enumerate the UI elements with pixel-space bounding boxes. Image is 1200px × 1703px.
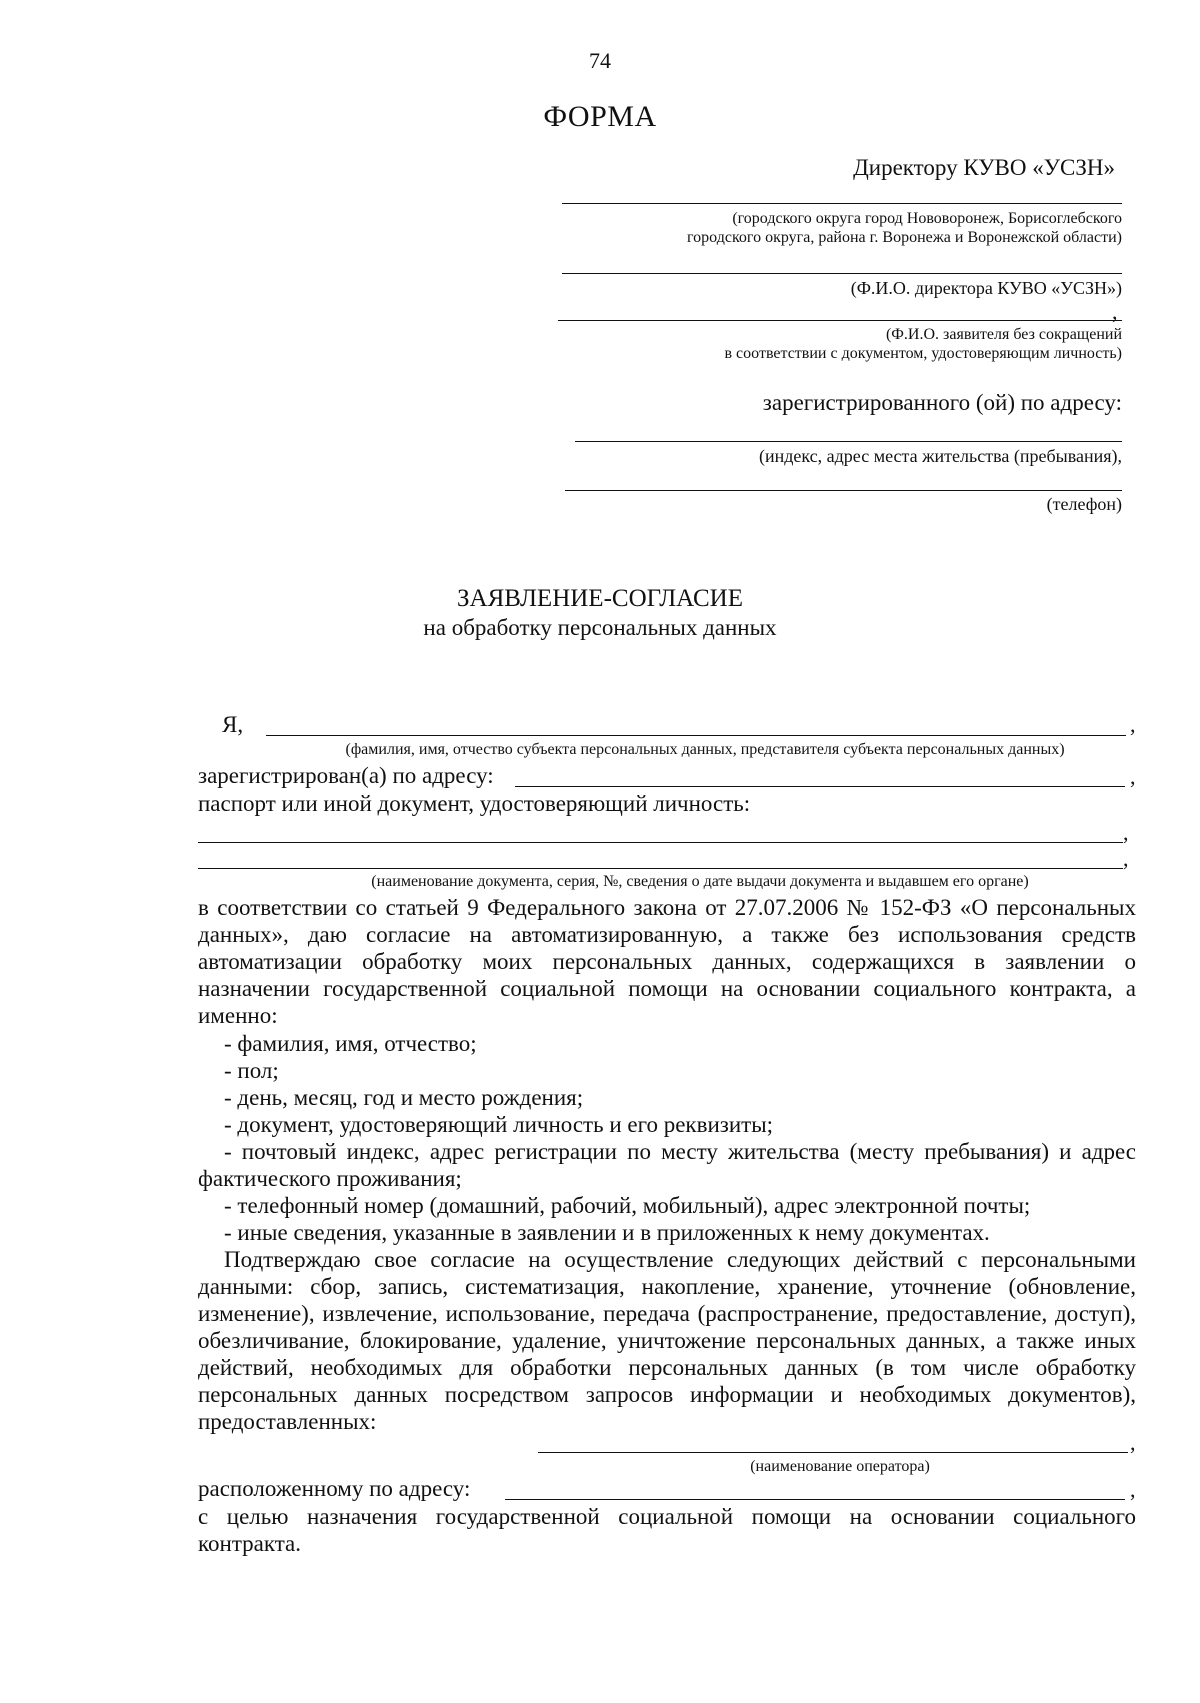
director-name-line[interactable] [562,273,1122,274]
list-item: - телефонный номер (домашний, рабочий, мобильный), адрес электронной почты; [224,1193,1031,1218]
list-item: - пол; [224,1058,279,1083]
list-item: - почтовый индекс, адрес регистрации по месту жительства (месту пребывания) и адрес фактического проживания; [198,1139,1136,1191]
list-item: - фамилия, имя, отчество; [224,1031,477,1056]
operator-address-line[interactable] [505,1499,1125,1500]
passport-line-2[interactable] [198,868,1123,869]
applicant-comma: , [1112,299,1118,324]
list-item: - день, месяц, год и место рождения; [224,1085,584,1110]
district-caption [687,209,1122,247]
passport-comma-2: , [1123,846,1129,871]
operator-caption: (наименование оператора) [750,1458,930,1475]
registered-address-label: зарегистрированного (ой) по адресу: [762,390,1122,415]
list-item: - документ, удостоверяющий личность и его реквизиты; [224,1112,774,1137]
district-caption-line-1: (городского округа город Нововоронеж, Борисоглебского [732,210,1122,227]
subject-address-line[interactable] [515,786,1125,787]
passport-comma-1: , [1123,820,1129,845]
list-item: - иные сведения, указанные в заявлении и в приложенных к нему документах. [224,1220,990,1245]
applicant-caption-line-2: в соответствии с документом, удостоверяющим личность) [724,345,1122,362]
address-caption: (индекс, адрес места жительства (пребывания), [758,446,1122,466]
actions-paragraph [198,1246,1136,1435]
phone-caption: (телефон) [1046,494,1122,514]
actions-text: Подтверждаю свое согласие на осуществление следующих действий с персональными данными: сбор, запись, систематизация, накопление, хранение, уточнение (обновление, изменение), извлечение, использование, передача (распространение, предоставление, доступ), обезличивание, блокирование, удаление, уничтожение персональных данных, а также иных действий, необходимых для обработки персональных данных (в том числе обработку персональных данных посредством запросов информации и необходимых документов), предоставленных: [198,1247,1136,1434]
located-label: расположенному по адресу: [198,1476,471,1501]
operator-comma: , [1130,1430,1136,1455]
registered-comma: , [1130,764,1136,789]
address-field-line[interactable] [575,441,1122,442]
passport-line-1[interactable] [198,842,1123,843]
data-items-list [198,1030,1136,1246]
document-title: ЗАЯВЛЕНИЕ-СОГЛАСИЕ [457,585,743,612]
purpose-paragraph: с целью назначения государственной социальной помощи на основании социального контракта. [198,1504,1136,1556]
page-number: 74 [589,48,611,73]
phone-field-line[interactable] [565,490,1122,491]
addressee: Директору КУВО «УСЗН» [853,155,1115,180]
name-comma: , [1130,712,1136,737]
applicant-name-line[interactable] [558,320,1122,321]
subject-name-caption: (фамилия, имя, отчество субъекта персональных данных, представителя субъекта персональных данных) [345,741,1065,758]
registered-label: зарегистрирован(а) по адресу: [198,763,494,788]
district-field-line[interactable] [562,203,1122,204]
applicant-caption-line-1: (Ф.И.О. заявителя без сокращений [885,326,1122,343]
i-label: Я, [222,712,244,737]
operator-name-line[interactable] [538,1452,1128,1453]
subject-name-line[interactable] [266,735,1126,736]
passport-label: паспорт или иной документ, удостоверяющий личность: [198,791,751,816]
director-caption: (Ф.И.О. директора КУВО «УСЗН») [850,278,1122,298]
located-comma: , [1130,1477,1136,1502]
document-subtitle: на обработку персональных данных [423,615,777,640]
document-caption: (наименование документа, серия, №, сведения о дате выдачи документа и выдавшем его органе) [371,873,1029,890]
consent-paragraph: в соответствии со статьей 9 Федерального закона от 27.07.2006 № 152-ФЗ «О персональных данных», даю согласие на автоматизированную, а также без использования средств автоматизации обработку моих персональных данных, содержащихся в заявлении о назначении государственной социальной помощи на основании социального контракта, а именно: [198,895,1136,1028]
district-caption-line-2: городского округа, района г. Воронежа и Воронежской области) [687,229,1122,246]
applicant-caption [725,325,1123,363]
form-title: ФОРМА [543,100,657,133]
